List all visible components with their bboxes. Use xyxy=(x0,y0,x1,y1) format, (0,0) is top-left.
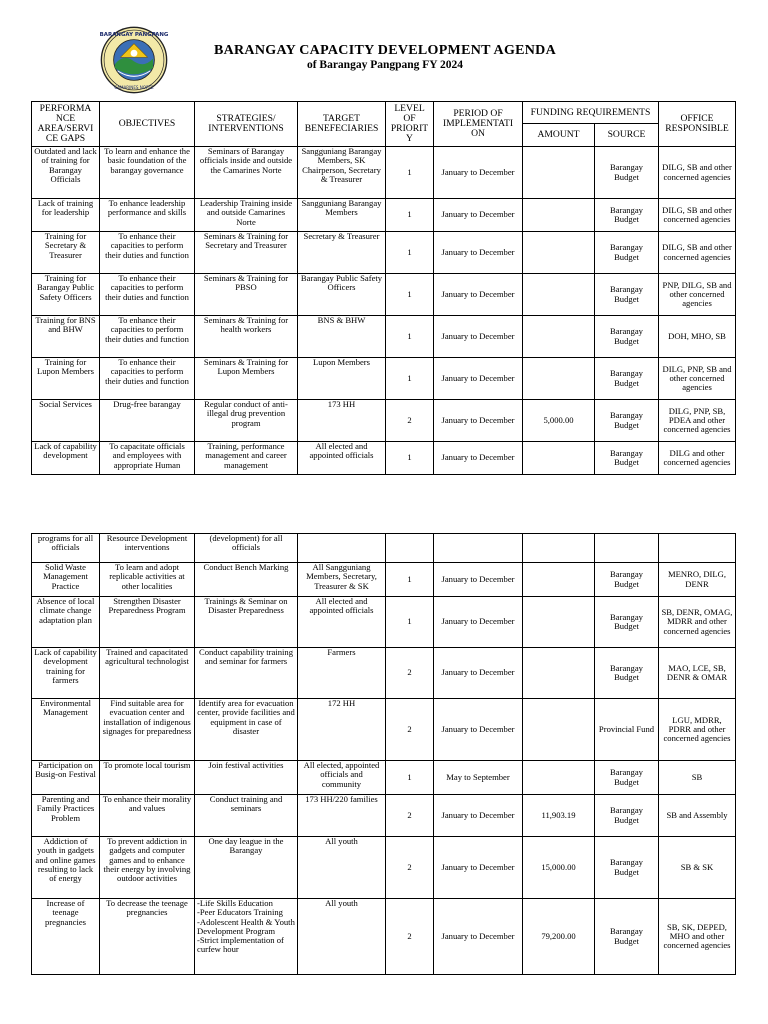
cell-gap: Absence of local climate change adaptation plan xyxy=(32,597,100,648)
cell-strategy: Regular conduct of anti-illegal drug prevention program xyxy=(195,400,298,442)
header-amount: AMOUNT xyxy=(523,124,595,147)
cell-amount xyxy=(523,316,595,358)
cell-gap: Outdated and lack of training for Barangay Officials xyxy=(32,147,100,199)
cell-amount xyxy=(523,232,595,274)
cell-office: DOH, MHO, SB xyxy=(659,316,736,358)
cell-office: DILG, SB and other concerned agencies xyxy=(659,199,736,232)
cell-strategy: Trainings & Seminar on Disaster Preparedness xyxy=(195,597,298,648)
cell-strategy: Identify area for evacuation center, provide facilities and equipment in case of disaster xyxy=(195,699,298,761)
cell-amount xyxy=(523,358,595,400)
cell-amount xyxy=(523,534,595,563)
cell-level: 2 xyxy=(386,899,434,975)
cell-amount xyxy=(523,563,595,597)
cell-period: January to December xyxy=(434,563,523,597)
header-target: TARGET BENEFECIARIES xyxy=(298,102,386,147)
cell-source: Barangay Budget xyxy=(595,442,659,475)
table-row xyxy=(32,442,736,475)
cell-target: Secretary & Treasurer xyxy=(298,232,386,274)
cell-office: MAO, LCE, SB, DENR & OMAR xyxy=(659,648,736,699)
cell-office: DILG, SB and other concerned agencies xyxy=(659,232,736,274)
cell-level: 1 xyxy=(386,563,434,597)
cell-objective: To enhance their capacities to perform their duties and function xyxy=(100,274,195,316)
cell-period: January to December xyxy=(434,199,523,232)
cell-objective: Resource Development interventions xyxy=(100,534,195,563)
cell-level: 1 xyxy=(386,358,434,400)
cell-office: SB and Assembly xyxy=(659,795,736,837)
header-gaps: PERFORMA NCE AREA/SERVI CE GAPS xyxy=(32,102,100,147)
cell-period: May to September xyxy=(434,761,523,795)
cell-target: 173 HH xyxy=(298,400,386,442)
cell-target: Barangay Public Safety Officers xyxy=(298,274,386,316)
cell-gap: Social Services xyxy=(32,400,100,442)
cell-period: January to December xyxy=(434,400,523,442)
cell-objective: To prevent addiction in gadgets and computer games and to enhance their energy by involving outdoor activities xyxy=(100,837,195,899)
cell-level xyxy=(386,534,434,563)
cell-target: BNS & BHW xyxy=(298,316,386,358)
cell-period: January to December xyxy=(434,316,523,358)
cell-source: Barangay Budget xyxy=(595,761,659,795)
cell-period: January to December xyxy=(434,795,523,837)
cell-amount: 11,903.19 xyxy=(523,795,595,837)
cell-office: SB, DENR, OMAG, MDRR and other concerned agencies xyxy=(659,597,736,648)
cell-target: 173 HH/220 families xyxy=(298,795,386,837)
agenda-table-page2 xyxy=(31,533,736,975)
cell-period: January to December xyxy=(434,442,523,475)
cell-objective: Find suitable area for evacuation center and installation of indigenous signages for preparedness xyxy=(100,699,195,761)
cell-objective: To enhance their capacities to perform their duties and function xyxy=(100,232,195,274)
cell-target: All Sangguniang Members, Secretary, Treasurer & SK xyxy=(298,563,386,597)
cell-target: All elected and appointed officials xyxy=(298,597,386,648)
table-row xyxy=(32,648,736,699)
cell-period: January to December xyxy=(434,648,523,699)
agenda-table-page1 xyxy=(31,101,736,475)
header-funding: FUNDING REQUIREMENTS xyxy=(523,102,659,124)
cell-level: 2 xyxy=(386,837,434,899)
cell-gap: Training for Lupon Members xyxy=(32,358,100,400)
cell-period: January to December xyxy=(434,274,523,316)
cell-office: DILG, PNP, SB and other concerned agencies xyxy=(659,358,736,400)
cell-amount: 79,200.00 xyxy=(523,899,595,975)
cell-target: Sangguniang Barangay Members, SK Chairperson, Secretary & Treasurer xyxy=(298,147,386,199)
svg-text:CAMARINES NORTE: CAMARINES NORTE xyxy=(114,85,154,91)
header-strategies: STRATEGIES/ INTERVENTIONS xyxy=(195,102,298,147)
cell-target: All elected and appointed officials xyxy=(298,442,386,475)
cell-source: Barangay Budget xyxy=(595,795,659,837)
cell-gap: Training for BNS and BHW xyxy=(32,316,100,358)
table-row xyxy=(32,274,736,316)
cell-gap: Solid Waste Management Practice xyxy=(32,563,100,597)
cell-period: January to December xyxy=(434,597,523,648)
cell-period: January to December xyxy=(434,358,523,400)
cell-amount xyxy=(523,761,595,795)
cell-strategy: Join festival activities xyxy=(195,761,298,795)
cell-gap: Lack of capability development training for farmers xyxy=(32,648,100,699)
cell-level: 1 xyxy=(386,597,434,648)
cell-gap: programs for all officials xyxy=(32,534,100,563)
header-level: LEVEL OF PRIORIT Y xyxy=(386,102,434,147)
cell-strategy: Seminars & Training for Lupon Members xyxy=(195,358,298,400)
cell-amount xyxy=(523,199,595,232)
cell-office: DILG, PNP, SB, PDEA and other concerned agencies xyxy=(659,400,736,442)
table-row xyxy=(32,761,736,795)
cell-period: January to December xyxy=(434,699,523,761)
cell-amount xyxy=(523,648,595,699)
cell-objective: To capacitate officials and employees with appropriate Human xyxy=(100,442,195,475)
cell-gap: Participation on Busig-on Festival xyxy=(32,761,100,795)
cell-source: Barangay Budget xyxy=(595,597,659,648)
cell-gap: Training for Secretary & Treasurer xyxy=(32,232,100,274)
cell-level: 1 xyxy=(386,316,434,358)
cell-source: Barangay Budget xyxy=(595,648,659,699)
cell-target: All youth xyxy=(298,837,386,899)
cell-objective: To decrease the teenage pregnancies xyxy=(100,899,195,975)
cell-period: January to December xyxy=(434,232,523,274)
cell-office: DILG, SB and other concerned agencies xyxy=(659,147,736,199)
cell-source: Barangay Budget xyxy=(595,563,659,597)
cell-objective: To learn and adopt replicable activities at other localities xyxy=(100,563,195,597)
cell-target: Sangguniang Barangay Members xyxy=(298,199,386,232)
cell-gap: Training for Barangay Public Safety Officers xyxy=(32,274,100,316)
cell-amount: 5,000.00 xyxy=(523,400,595,442)
cell-objective: To promote local tourism xyxy=(100,761,195,795)
cell-target: 172 HH xyxy=(298,699,386,761)
cell-office: MENRO, DILG, DENR xyxy=(659,563,736,597)
cell-gap: Lack of capability development xyxy=(32,442,100,475)
cell-period: January to December xyxy=(434,899,523,975)
cell-strategy: Training, performance management and career management xyxy=(195,442,298,475)
cell-strategy: Seminars & Training for health workers xyxy=(195,316,298,358)
barangay-seal-logo xyxy=(100,26,168,94)
cell-strategy: Seminars & Training for PBSO xyxy=(195,274,298,316)
table-row xyxy=(32,699,736,761)
cell-level: 2 xyxy=(386,699,434,761)
cell-source: Barangay Budget xyxy=(595,232,659,274)
cell-level: 1 xyxy=(386,232,434,274)
cell-gap: Environmental Management xyxy=(32,699,100,761)
cell-source: Barangay Budget xyxy=(595,837,659,899)
cell-strategy: Conduct capability training and seminar for farmers xyxy=(195,648,298,699)
table-row xyxy=(32,316,736,358)
cell-strategy: Seminars of Barangay officials inside and outside the Camarines Norte xyxy=(195,147,298,199)
table-row xyxy=(32,199,736,232)
cell-target: All youth xyxy=(298,899,386,975)
cell-level: 1 xyxy=(386,442,434,475)
cell-target: All elected, appointed officials and community xyxy=(298,761,386,795)
cell-level: 1 xyxy=(386,761,434,795)
cell-period: January to December xyxy=(434,837,523,899)
cell-strategy: One day league in the Barangay xyxy=(195,837,298,899)
cell-source: Barangay Budget xyxy=(595,400,659,442)
header-source: SOURCE xyxy=(595,124,659,147)
header-objectives: OBJECTIVES xyxy=(100,102,195,147)
cell-strategy: Conduct training and seminars xyxy=(195,795,298,837)
cell-level: 1 xyxy=(386,274,434,316)
cell-gap: Addiction of youth in gadgets and online games resulting to lack of energy xyxy=(32,837,100,899)
table-row xyxy=(32,563,736,597)
cell-level: 2 xyxy=(386,648,434,699)
table-row xyxy=(32,232,736,274)
cell-level: 2 xyxy=(386,400,434,442)
svg-text:BARANGAY PANGPANG: BARANGAY PANGPANG xyxy=(100,32,168,39)
cell-objective: Trained and capacitated agricultural technologist xyxy=(100,648,195,699)
cell-objective: To enhance their capacities to perform their duties and function xyxy=(100,316,195,358)
cell-objective: To enhance their capacities to perform their duties and function xyxy=(100,358,195,400)
table-row xyxy=(32,899,736,975)
cell-office: SB xyxy=(659,761,736,795)
cell-period xyxy=(434,534,523,563)
cell-source: Barangay Budget xyxy=(595,199,659,232)
cell-source: Barangay Budget xyxy=(595,147,659,199)
document-subtitle: of Barangay Pangpang FY 2024 xyxy=(306,59,464,71)
document-title: BARANGAY CAPACITY DEVELOPMENT AGENDA xyxy=(213,43,557,58)
cell-target: Lupon Members xyxy=(298,358,386,400)
cell-strategy: -Life Skills Education -Peer Educators Training -Adolescent Health & Youth Development Program -Strict implementation of curfew hour xyxy=(195,899,298,975)
cell-amount xyxy=(523,274,595,316)
table-row xyxy=(32,147,736,199)
cell-source xyxy=(595,534,659,563)
cell-objective: Strengthen Disaster Preparedness Program xyxy=(100,597,195,648)
cell-amount: 15,000.00 xyxy=(523,837,595,899)
cell-source: Barangay Budget xyxy=(595,274,659,316)
cell-level: 1 xyxy=(386,147,434,199)
cell-objective: To enhance their morality and values xyxy=(100,795,195,837)
table-row xyxy=(32,400,736,442)
cell-source: Barangay Budget xyxy=(595,358,659,400)
cell-office: SB, SK, DEPED, MHO and other concerned agencies xyxy=(659,899,736,975)
cell-level: 2 xyxy=(386,795,434,837)
cell-office: SB & SK xyxy=(659,837,736,899)
cell-amount xyxy=(523,442,595,475)
cell-amount xyxy=(523,147,595,199)
cell-target: Farmers xyxy=(298,648,386,699)
table-row xyxy=(32,837,736,899)
cell-amount xyxy=(523,597,595,648)
cell-level: 1 xyxy=(386,199,434,232)
cell-office xyxy=(659,534,736,563)
cell-strategy: Seminars & Training for Secretary and Treasurer xyxy=(195,232,298,274)
cell-strategy: Leadership Training inside and outside Camarines Norte xyxy=(195,199,298,232)
cell-objective: Drug-free barangay xyxy=(100,400,195,442)
cell-strategy: Conduct Bench Marking xyxy=(195,563,298,597)
cell-target xyxy=(298,534,386,563)
cell-amount xyxy=(523,699,595,761)
cell-objective: To learn and enhance the basic foundation of the barangay governance xyxy=(100,147,195,199)
cell-source: Provincial Fund xyxy=(595,699,659,761)
header-office: OFFICE RESPONSIBLE xyxy=(659,102,736,147)
cell-office: PNP, DILG, SB and other concerned agencies xyxy=(659,274,736,316)
cell-office: DILG and other concerned agencies xyxy=(659,442,736,475)
table-row xyxy=(32,795,736,837)
cell-strategy: (development) for all officials xyxy=(195,534,298,563)
header-period: PERIOD OF IMPLEMENTATI ON xyxy=(434,102,523,147)
cell-source: Barangay Budget xyxy=(595,899,659,975)
table-row xyxy=(32,358,736,400)
cell-source: Barangay Budget xyxy=(595,316,659,358)
cell-office: LGU, MDRR, PDRR and other concerned agencies xyxy=(659,699,736,761)
table-row xyxy=(32,597,736,648)
cell-period: January to December xyxy=(434,147,523,199)
cell-gap: Lack of training for leadership xyxy=(32,199,100,232)
cell-objective: To enhance leadership performance and skills xyxy=(100,199,195,232)
cell-gap: Increase of teenage pregnancies xyxy=(32,899,100,975)
table-row xyxy=(32,534,736,563)
cell-gap: Parenting and Family Practices Problem xyxy=(32,795,100,837)
